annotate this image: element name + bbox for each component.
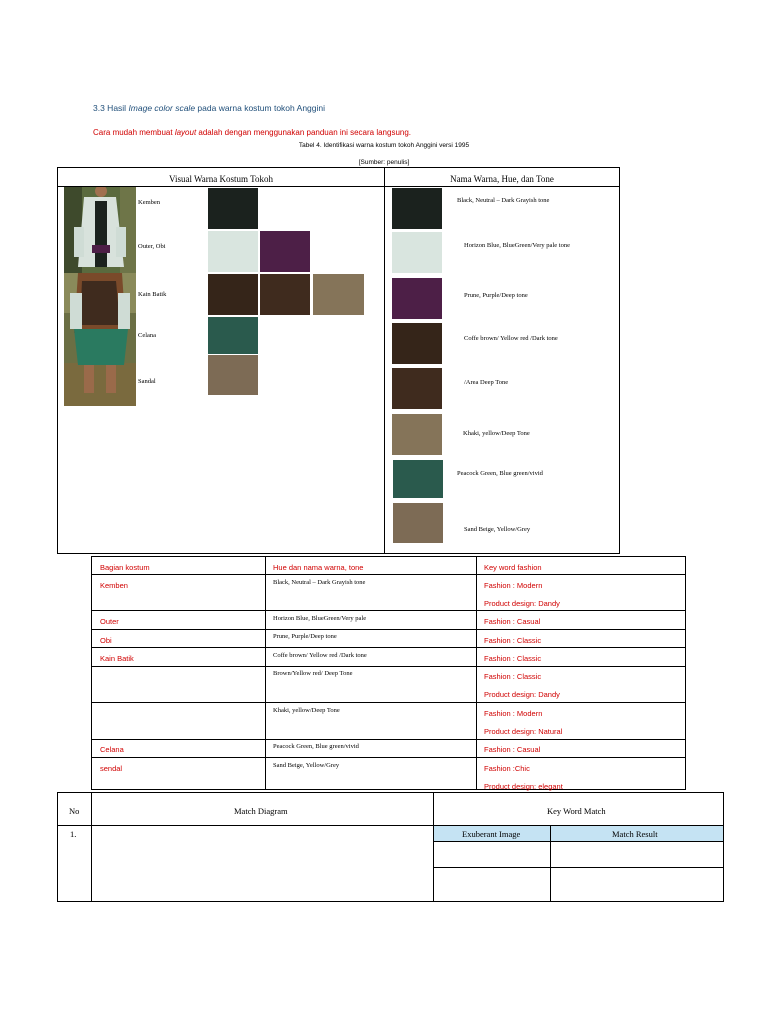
t3-header-diagram: Match Diagram bbox=[234, 806, 288, 816]
t2-keyword: Fashion :Chic bbox=[484, 764, 530, 773]
t2-hue: Horizon Blue, BlueGreen/Very pale bbox=[273, 615, 367, 622]
label-kemben: Kemben bbox=[138, 199, 161, 206]
t2-header-hue: Hue dan nama warna, tone bbox=[273, 563, 364, 572]
right-label-deep-brown: /Area Deep Tone bbox=[464, 379, 509, 386]
swatch-batik-deep-brown bbox=[260, 274, 310, 315]
t2-part-obi: Obi bbox=[100, 636, 112, 645]
heading-italic: Image color scale bbox=[128, 103, 196, 113]
color-name-header: Nama Warna, Hue, dan Tone bbox=[385, 168, 619, 187]
t3-sub-match-result: Match Result bbox=[612, 829, 658, 839]
t2-row-line bbox=[92, 757, 685, 758]
t2-hue: Khaki, yellow/Deep Tone bbox=[273, 707, 340, 714]
column-divider bbox=[384, 168, 385, 553]
t2-hue: Coffe brown/ Yellow red /Dark tone bbox=[273, 652, 367, 659]
right-swatch-horizon-blue bbox=[392, 232, 442, 273]
t2-keyword: Fashion : Casual bbox=[484, 745, 541, 754]
t2-keyword: Fashion : Casual bbox=[484, 617, 541, 626]
t2-part-outer: Outer bbox=[100, 617, 119, 626]
t2-row-line bbox=[92, 610, 685, 611]
swatch-batik-coffee-brown bbox=[208, 274, 258, 315]
section-heading bbox=[93, 103, 325, 113]
t2-row-line bbox=[92, 629, 685, 630]
t2-row-line bbox=[92, 647, 685, 648]
swatch-kemben-black bbox=[208, 188, 258, 229]
t2-keyword: Product design: Dandy bbox=[484, 690, 560, 699]
t2-header-part: Bagian kostum bbox=[100, 563, 150, 572]
t2-header-keyword: Key word fashion bbox=[484, 563, 542, 572]
t2-keyword: Product design: Dandy bbox=[484, 599, 560, 608]
t2-row-line bbox=[92, 702, 685, 703]
t3-header-keyword: Key Word Match bbox=[547, 806, 606, 816]
costume-photo-lower bbox=[64, 273, 136, 406]
table-caption: Tabel 4. Identifikasi warna kostum tokoh Anggini versi 1995 bbox=[298, 142, 470, 149]
right-swatch-deep-brown bbox=[392, 368, 442, 409]
right-label-khaki: Khaki, yellow/Deep Tone bbox=[463, 430, 530, 437]
t3-sub-exuberant-image: Exuberant Image bbox=[462, 829, 521, 839]
swatch-batik-khaki bbox=[313, 274, 364, 315]
right-label-coffee-brown: Coffe brown/ Yellow red /Dark tone bbox=[464, 335, 558, 342]
t2-keyword: Fashion : Modern bbox=[484, 709, 543, 718]
t2-part-kain-batik: Kain Batik bbox=[100, 654, 134, 663]
t2-hue: Prune, Purple/Deep tone bbox=[273, 633, 337, 640]
t2-keyword: Product design: Natural bbox=[484, 727, 563, 736]
right-swatch-peacock-green bbox=[393, 460, 443, 498]
t2-hue: Sand Beige, Yellow/Grey bbox=[273, 762, 340, 769]
t2-keyword: Fashion : Modern bbox=[484, 581, 543, 590]
t2-part-kemben: Kemben bbox=[100, 581, 128, 590]
label-kain-batik: Kain Batik bbox=[138, 291, 167, 298]
label-outer-obi: Outer, Obi bbox=[138, 243, 166, 250]
t3-row-line bbox=[434, 867, 723, 868]
t2-keyword: Product design: elegant bbox=[484, 782, 563, 791]
right-swatch-coffee-brown bbox=[392, 323, 442, 364]
right-swatch-sand-beige bbox=[393, 503, 443, 543]
t2-hue: Peacock Green, Blue green/vivid bbox=[273, 743, 359, 750]
right-label-black: Black, Neutral – Dark Grayish tone bbox=[457, 197, 550, 204]
right-label-horizon-blue: Horizon Blue, BlueGreen/Very pale tone bbox=[464, 242, 570, 249]
t3-divider bbox=[433, 793, 434, 901]
table-source: [Sumber: penulis] bbox=[358, 159, 410, 166]
fashion-keyword-table bbox=[91, 556, 686, 790]
visual-color-header: Visual Warna Kostum Tokoh bbox=[58, 168, 384, 187]
t2-hue: Black, Neutral – Dark Grayish tone bbox=[273, 579, 366, 586]
t3-row-number: 1. bbox=[70, 829, 77, 839]
intro-paragraph bbox=[93, 128, 411, 137]
right-label-sand-beige: Sand Beige, Yellow/Grey bbox=[464, 526, 531, 533]
t2-part-sendal: sendal bbox=[100, 764, 123, 773]
label-sandal: Sandal bbox=[138, 378, 156, 385]
t2-row-line bbox=[92, 666, 685, 667]
costume-photo-upper bbox=[64, 187, 136, 273]
t3-divider bbox=[550, 826, 551, 901]
t2-part-celana: Celana bbox=[100, 745, 124, 754]
swatch-outer-horizon-blue bbox=[208, 231, 258, 272]
t2-divider-2 bbox=[476, 557, 477, 789]
heading-prefix: 3.3 Hasil bbox=[93, 103, 129, 113]
t3-row-line bbox=[434, 841, 723, 842]
t3-divider bbox=[91, 793, 92, 901]
intro-prefix: Cara mudah membuat bbox=[93, 128, 175, 137]
right-label-peacock-green: Peacock Green, Blue green/vivid bbox=[457, 470, 543, 477]
right-swatch-khaki bbox=[392, 414, 442, 455]
swatch-obi-prune bbox=[260, 231, 310, 272]
t2-row-line bbox=[92, 739, 685, 740]
t2-keyword: Fashion : Classic bbox=[484, 672, 542, 681]
match-table bbox=[57, 792, 724, 902]
t2-keyword: Fashion : Classic bbox=[484, 654, 542, 663]
t2-row-line bbox=[92, 574, 685, 575]
right-swatch-black bbox=[392, 188, 442, 229]
t2-keyword: Fashion : Classic bbox=[484, 636, 542, 645]
t3-header-no: No bbox=[69, 806, 80, 816]
intro-suffix: adalah dengan menggunakan panduan ini secara langsung. bbox=[196, 128, 412, 137]
heading-suffix: pada warna kostum tokoh Anggini bbox=[195, 103, 326, 113]
swatch-celana-peacock-green bbox=[208, 317, 258, 354]
intro-italic: layout bbox=[174, 128, 197, 137]
t2-divider-1 bbox=[265, 557, 266, 789]
label-celana: Celana bbox=[138, 332, 157, 339]
t2-hue: Brown/Yellow red/ Deep Tone bbox=[273, 670, 353, 677]
right-label-prune: Prune, Purple/Deep tone bbox=[464, 292, 528, 299]
right-swatch-prune bbox=[392, 278, 442, 319]
color-identification-table bbox=[57, 167, 620, 554]
swatch-sandal-sand-beige bbox=[208, 355, 258, 395]
